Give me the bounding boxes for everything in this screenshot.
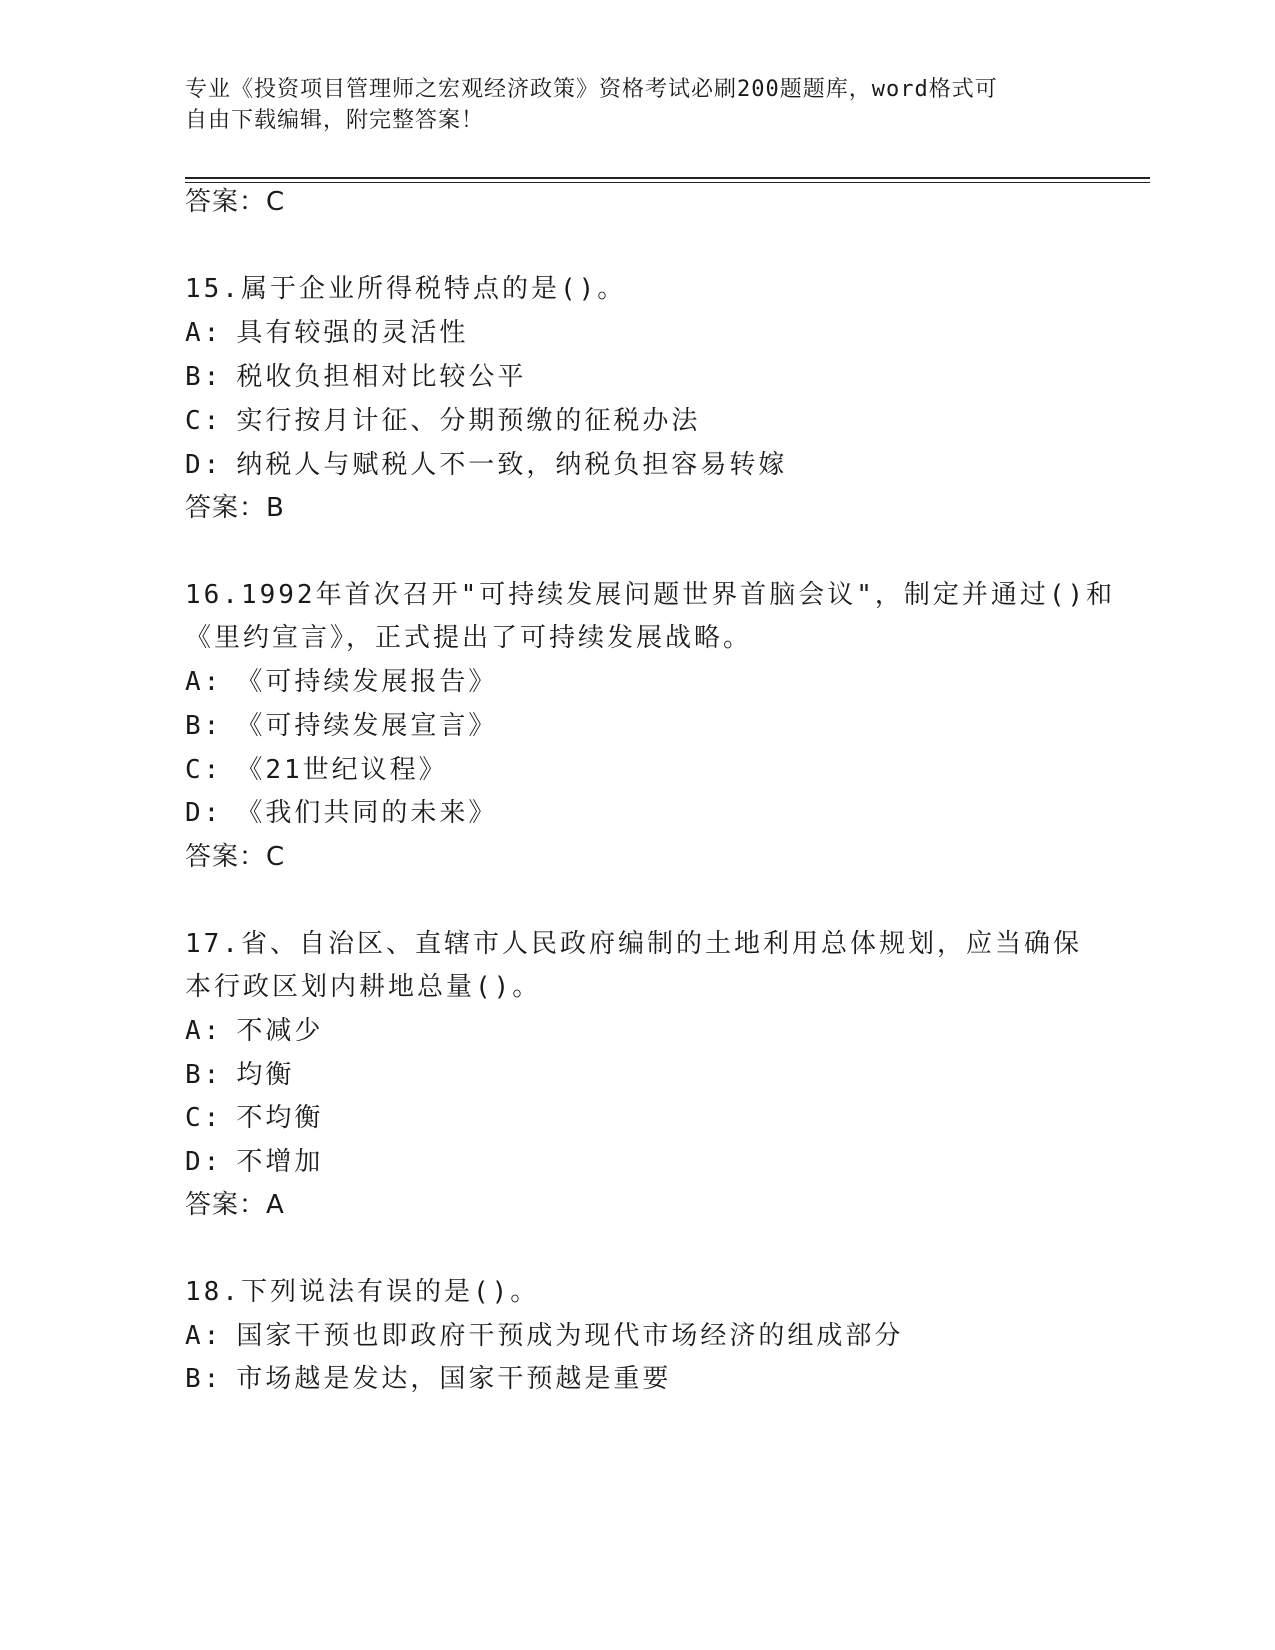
- option-line: [185, 666, 497, 698]
- option-line: [185, 797, 497, 829]
- header-line-1: 专业《投资项目管理师之宏观经济政策》资格考试必刷200题题库，word格式可: [185, 77, 998, 102]
- option-line: [185, 710, 497, 742]
- option-text: 均衡: [236, 1060, 295, 1090]
- option-line: [185, 405, 700, 437]
- option-key: A:: [185, 1321, 223, 1351]
- option-key: A:: [185, 318, 223, 348]
- option-line: [185, 361, 526, 393]
- option-line: [185, 449, 787, 481]
- option-text: 不减少: [236, 1016, 324, 1046]
- question-stem-continued: 本行政区划内耕地总量()。: [185, 972, 542, 1002]
- option-key: C:: [185, 406, 223, 436]
- option-line: [185, 1059, 294, 1091]
- option-line: [185, 1015, 323, 1047]
- document-header: [185, 74, 1065, 136]
- option-text: 《我们共同的未来》: [236, 798, 498, 828]
- option-key: B:: [185, 1364, 223, 1394]
- option-key: A:: [185, 1016, 223, 1046]
- option-line: [185, 754, 448, 786]
- option-text: 市场越是发达，国家干预越是重要: [236, 1364, 672, 1394]
- header-divider-thin: [185, 182, 1150, 183]
- option-line: [185, 1320, 903, 1352]
- option-key: B:: [185, 1060, 223, 1090]
- option-text: 实行按月计征、分期预缴的征税办法: [236, 406, 701, 436]
- option-text: 不均衡: [236, 1103, 324, 1133]
- question-stem: 16.1992年首次召开"可持续发展问题世界首脑会议"，制定并通过()和: [185, 580, 1116, 610]
- option-line: [185, 1102, 323, 1134]
- option-key: C:: [185, 1103, 223, 1133]
- option-text: 国家干预也即政府干预成为现代市场经济的组成部分: [236, 1321, 904, 1351]
- option-text: 《可持续发展报告》: [236, 667, 498, 697]
- option-text: 《21世纪议程》: [236, 755, 448, 785]
- answer-line: 答案：B: [185, 493, 285, 523]
- option-key: D:: [185, 450, 223, 480]
- option-text: 《可持续发展宣言》: [236, 711, 498, 741]
- answer-line: 答案：A: [185, 1190, 285, 1220]
- option-line: [185, 1146, 323, 1178]
- option-text: 具有较强的灵活性: [236, 318, 469, 348]
- option-line: [185, 1363, 671, 1395]
- question-stem: 15.属于企业所得税特点的是()。: [185, 274, 627, 304]
- answer-line: 答案：C: [185, 187, 286, 217]
- option-key: D:: [185, 1147, 223, 1177]
- option-text: 不增加: [236, 1147, 324, 1177]
- header-line-2: 自由下载编辑，附完整答案！: [185, 108, 485, 133]
- question-stem: 17.省、自治区、直辖市人民政府编制的土地利用总体规划，应当确保: [185, 929, 1082, 959]
- option-key: D:: [185, 798, 223, 828]
- header-divider: [185, 177, 1150, 179]
- option-key: B:: [185, 362, 223, 392]
- question-stem: 18.下列说法有误的是()。: [185, 1277, 540, 1307]
- option-text: 纳税人与赋税人不一致，纳税负担容易转嫁: [236, 450, 788, 480]
- answer-line: 答案：C: [185, 842, 286, 872]
- option-line: [185, 317, 468, 349]
- option-key: B:: [185, 711, 223, 741]
- option-key: A:: [185, 667, 223, 697]
- question-stem-continued: 《里约宣言》，正式提出了可持续发展战略。: [185, 623, 753, 653]
- option-key: C:: [185, 755, 223, 785]
- option-text: 税收负担相对比较公平: [236, 362, 527, 392]
